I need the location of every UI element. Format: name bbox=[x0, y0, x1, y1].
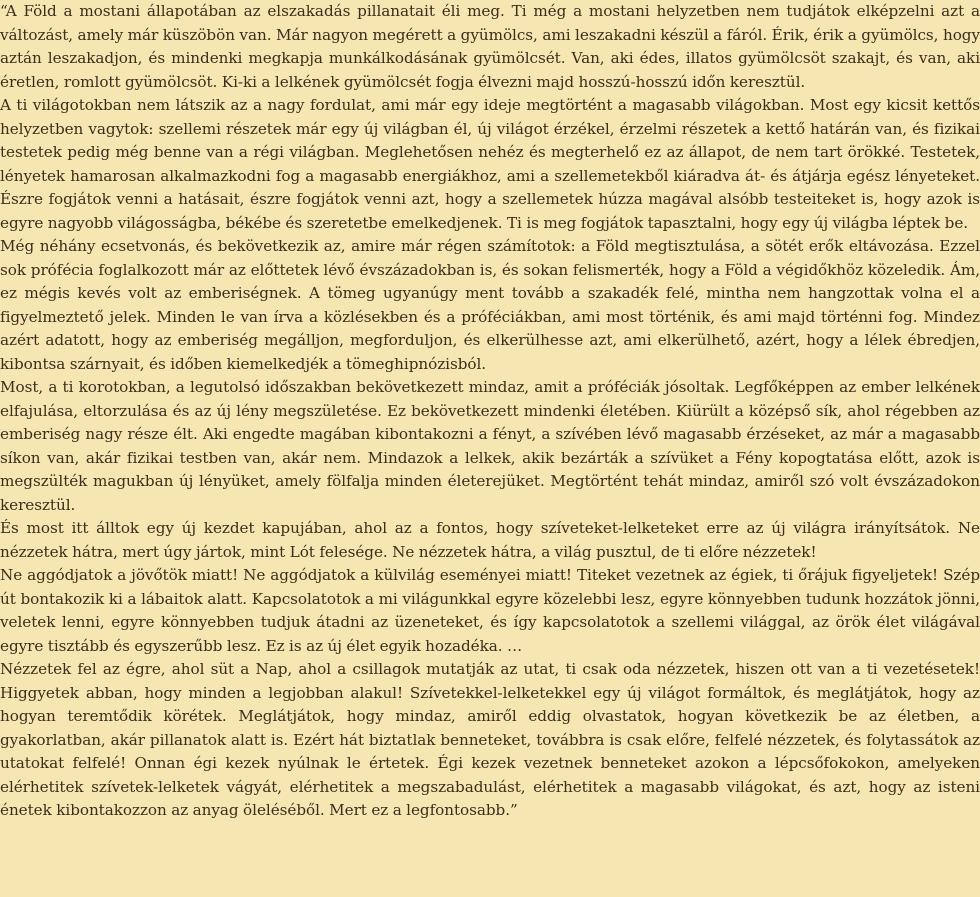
paragraph: Még néhány ecsetvonás, és bekövetkezik az, amire már régen számítotok: a Föld megtisztulása, a sötét erők eltávozása. Ezzel sok prófécia foglalkozott már az előttetek lévő évszázadokban is, és sokan felismerték, hogy a Föld a végidőkhöz közeledik. Ám, ez mégis kevés volt az emberiségnek. A tömeg ugyanúgy ment tovább a szakadék felé, mintha nem hangzottak volna el a figyelmeztető jelek. Minden le van írva a közlésekben és a próféciákban, ami most történik, és ami majd történni fog. Mindez azért adatott, hogy az emberiség megálljon, megforduljon, és elkerülhesse azt, ami elkerülhető, azért, hogy a lélek ébredjen, kibontsa szárnyait, és időben kiemelkedjék a tömeghipnózisból. bbox=[0, 237, 980, 373]
paragraph: És most itt álltok egy új kezdet kapujában, ahol az a fontos, hogy szíveteket-lelketeket erre az új világra irányítsátok. Ne nézzetek hátra, mert úgy jártok, mint Lót felesége. Ne nézzetek hátra, a világ pusztul, de ti előre nézzetek! bbox=[0, 519, 980, 561]
paragraph: Ne aggódjatok a jövőtök miatt! Ne aggódjatok a külvilág eseményei miatt! Titeket vezetnek az égiek, ti őrájuk figyeljetek! Szép út bontakozik ki a lábaitok alatt. Kapcsolatotok a mi világunkkal egyre közelebbi lesz, egyre könnyebben tudunk hozzátok jönni, veletek lenni, egyre könnyebben tudjuk átadni az üzeneteket, és így kapcsolatotok a szellemi világgal, az örök élet világával egyre tisztább és egyszerűbb lesz. Ez is az új élet egyik hozadéka. … bbox=[0, 566, 980, 655]
paragraph: Most, a ti korotokban, a legutolsó időszakban bekövetkezett mindaz, amit a próféciák jósoltak. Legfőképpen az ember lelkének elfajulása, eltorzulása és az új lény megszületése. Ez bekövetkezett mindenki életében. Kiürült a középső sík, ahol régebben az emberiség nagy része élt. Aki engedte magában kibontakozni a fényt, a szívében lévő magasabb érzéseket, az már a magasabb síkon van, akár fizikai testben van, akár nem. Mindazok a lelkek, akik bezárták a szívüket a Fény kopogtatása előtt, azok is megszülték magukban új lényüket, amely fölfalja minden életerejüket. Megtörtént tehát mindaz, amiről szó volt évszázadokon keresztül. bbox=[0, 378, 980, 514]
paragraph: “A Föld a mostani állapotában az elszakadás pillanatait éli meg. Ti még a mostani helyzetben nem tudjátok elképzelni azt a változást, amely már küszöbön van. Már nagyon megérett a gyümölcs, ami leszakadni készül a fáról. Érik, érik a gyümölcs, hogy aztán leszakadjon, és mindenki megkapja munkálkodásának gyümölcsét. Van, aki édes, illatos gyümölcsöt szakajt, és van, aki éretlen, romlott gyümölcsöt. Ki-ki a lelkének gyümölcsét fogja élvezni majd hosszú-hosszú időn keresztül. bbox=[0, 2, 980, 91]
paragraph: A ti világotokban nem látszik az a nagy fordulat, ami már egy ideje megtörtént a magasabb világokban. Most egy kicsit kettős helyzetben vagytok: szellemi részetek már egy új világban él, új világot érzékel, érzelmi részetek a kettő határán van, és fizikai testetek pedig még benne van a régi világban. Meglehetősen nehéz és megterhelő ez az állapot, de nem tart örökké. Testetek, lényetek hamarosan alkalmazkodni fog a magasabb energiákhoz, ami a szellemetekből kiáradva át- és átjárja egész lényeteket. Észre fogjátok venni a hatásait, észre fogjátok venni azt, hogy a szellemetek húzza magával alsóbb testeiteket is, hogy azok is egyre nagyobb világosságba, békébe és szeretetbe emelkedjenek. Ti is meg fogjátok tapasztalni, hogy egy új világba léptek be. bbox=[0, 96, 980, 232]
paragraph: Nézzetek fel az égre, ahol süt a Nap, ahol a csillagok mutatják az utat, ti csak oda nézzetek, hiszen ott van a ti vezetésetek! Higgyetek abban, hogy minden a legjobban alakul! Szívetekkel-lelketekkel egy új világot formáltok, és meglátjátok, hogy az hogyan teremtődik körétek. Meglátjátok, hogy mindaz, amiről eddig olvastatok, hogyan következik be az életben, a gyakorlatban, akár pillanatok alatt is. Ezért hát biztatlak benneteket, továbbra is csak előre, felfelé nézzetek, és folytassátok az utatokat felfelé! Onnan égi kezek nyúlnak le értetek. Égi kezek vezetnek benneteket azokon a lépcsőfokokon, amelyeken elérhetitek szívetek-lelketek vágyát, elérhetitek a megszabadulást, elérhetitek a magasabb világokat, és azt, hogy az isteni énetek kibontakozzon az anyag öleléséből. Mert ez a legfontosabb.” bbox=[0, 660, 980, 819]
